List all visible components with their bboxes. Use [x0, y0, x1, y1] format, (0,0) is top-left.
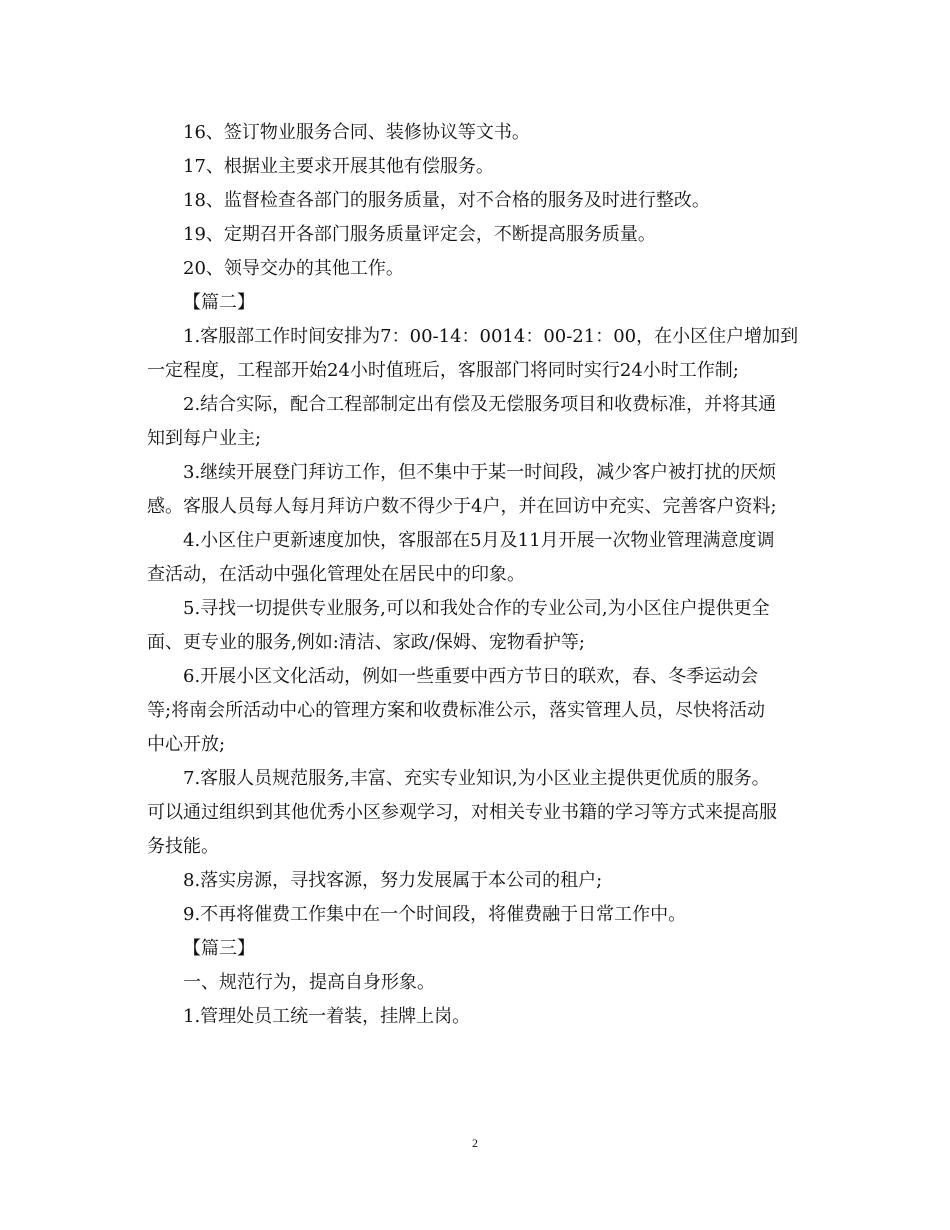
- text-line: 6.开展小区文化活动，例如一些重要中西方节日的联欢，春、冬季运动会: [183, 666, 759, 687]
- paragraph: [147, 660, 807, 762]
- text-line: 7.客服人员规范服务,丰富、充实专业知识,为小区业主提供更优质的服务。: [183, 768, 770, 789]
- text-line: 【篇二】: [183, 292, 255, 313]
- text-line: 17、根据业主要求开展其他有偿服务。: [183, 156, 494, 177]
- text-line: 一定程度，工程部开始24小时值班后，客服部门将同时实行24小时工作制;: [147, 360, 739, 381]
- text-line: 【篇三】: [183, 938, 255, 959]
- page-number: 2: [472, 1136, 478, 1150]
- text-line: 16、签订物业服务合同、装修协议等文书。: [183, 122, 530, 143]
- paragraph: [147, 524, 807, 592]
- paragraph: [147, 864, 807, 898]
- section-heading: [147, 286, 807, 320]
- section-heading: [147, 932, 807, 966]
- text-line: 9.不再将催费工作集中在一个时间段，将催费融于日常工作中。: [183, 904, 687, 925]
- text-line: 一、规范行为，提高自身形象。: [183, 972, 435, 993]
- paragraph: [147, 150, 807, 184]
- paragraph: [147, 592, 807, 660]
- text-line: 等;将南会所活动中心的管理方案和收费标准公示，落实管理人员，尽快将活动: [147, 700, 766, 721]
- text-line: 20、领导交办的其他工作。: [183, 258, 404, 279]
- paragraph: [147, 116, 807, 150]
- text-line: 面、更专业的服务,例如:清洁、家政/保姆、宠物看护等;: [147, 632, 585, 653]
- text-line: 1.客服部工作时间安排为7：00-14：0014：00-21：00，在小区住户增加到: [183, 326, 799, 347]
- text-line: 感。客服人员每人每月拜访户数不得少于4户，并在回访中充实、完善客户资料;: [147, 496, 777, 517]
- text-line: 18、监督检查各部门的服务质量，对不合格的服务及时进行整改。: [183, 190, 710, 211]
- text-line: 3.继续开展登门拜访工作，但不集中于某一时间段，减少客户被打扰的厌烦: [183, 462, 777, 483]
- text-line: 中心开放;: [147, 734, 226, 755]
- text-line: 4.小区住户更新速度加快，客服部在5月及11月开展一次物业管理满意度调: [183, 530, 775, 551]
- text-line: 8.落实房源，寻找客源，努力发展属于本公司的租户;: [183, 870, 603, 891]
- paragraph: [147, 218, 807, 252]
- paragraph: [147, 898, 807, 932]
- document-body: [147, 116, 807, 1034]
- paragraph: [147, 456, 807, 524]
- text-line: 2.结合实际，配合工程部制定出有偿及无偿服务项目和收费标准，并将其通: [183, 394, 777, 415]
- paragraph: [147, 252, 807, 286]
- text-line: 19、定期召开各部门服务质量评定会，不断提高服务质量。: [183, 224, 656, 245]
- paragraph: [147, 966, 807, 1000]
- text-line: 1.管理处员工统一着装，挂牌上岗。: [183, 1006, 471, 1027]
- paragraph: [147, 388, 807, 456]
- paragraph: [147, 320, 807, 388]
- paragraph: [147, 762, 807, 864]
- text-line: 务技能。: [147, 836, 219, 857]
- paragraph: [147, 184, 807, 218]
- text-line: 可以通过组织到其他优秀小区参观学习，对相关专业书籍的学习等方式来提高服: [147, 802, 777, 823]
- paragraph: [147, 1000, 807, 1034]
- text-line: 查活动，在活动中强化管理处在居民中的印象。: [147, 564, 525, 585]
- text-line: 知到每户业主;: [147, 428, 262, 449]
- text-line: 5.寻找一切提供专业服务,可以和我处合作的专业公司,为小区住户提供更全: [183, 598, 770, 619]
